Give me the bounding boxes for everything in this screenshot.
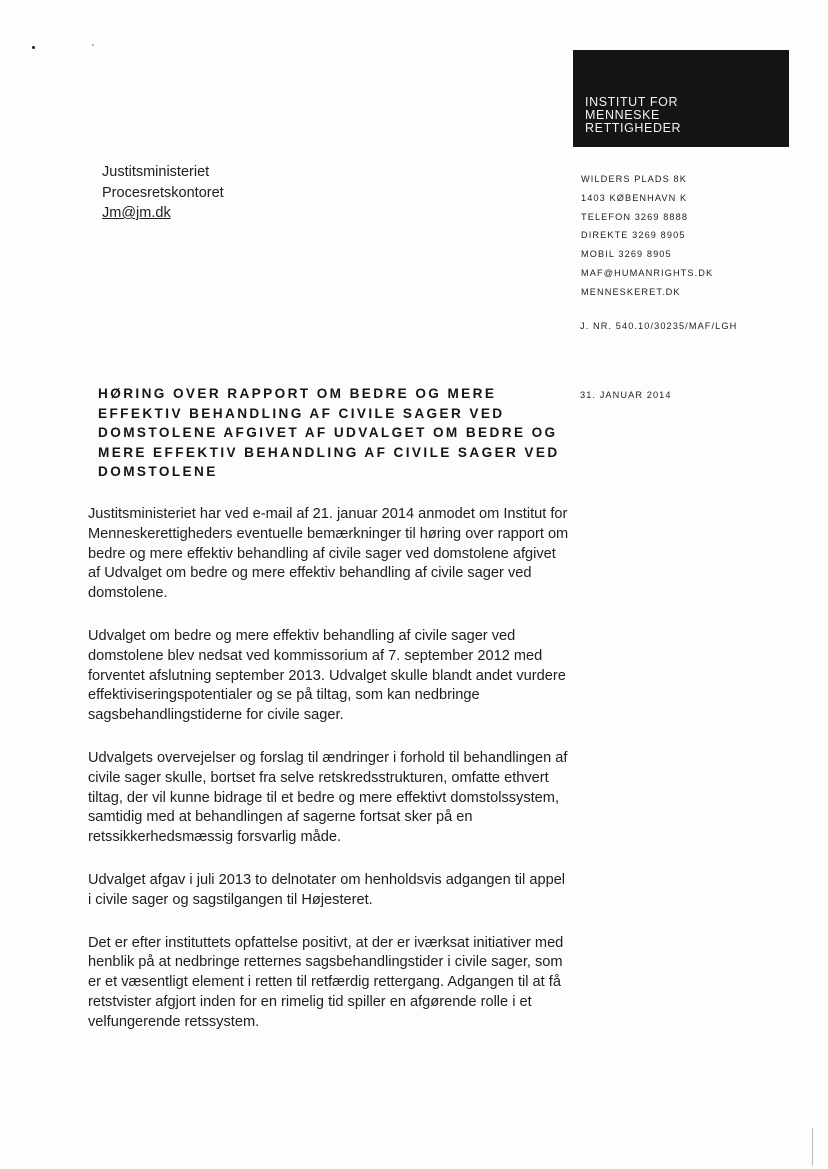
institute-logo [573,50,789,147]
logo-line: INSTITUT FOR [585,95,679,109]
logo-line: RETTIGHEDER [585,121,682,135]
journal-number: J. NR. 540.10/30235/MAF/LGH [580,321,738,331]
letter-body [88,505,570,1056]
body-paragraph: Justitsministeriet har ved e-mail af 21. januar 2014 anmodet om Institut for Menneskerettigheders eventuelle bemærkninger til høring over rapport om bedre og mere effektiv behandling af civile sager ved domstolene afgivet af Udvalget om bedre og mere effektiv behandling af civile sager ved domstolene. [88,506,569,602]
sender-mobile: MOBIL 3269 8905 [581,249,672,260]
sender-direct-phone: DIREKTE 3269 8905 [581,230,686,241]
scan-speck [92,44,94,46]
body-paragraph: Udvalget om bedre og mere effektiv behandling af civile sager ved domstolene blev nedsat ved kommissorium af 7. september 2012 med forventet afslutning september 2013. Udvalget skulle blandt andet vurdere effektiviseringspotentialer og se på tiltag, som kan nedbringe sagsbehandlingstiderne for civile sager. [88,627,566,724]
logo-line: MENNESKE [585,108,660,122]
recipient-address [102,162,224,224]
sender-address: WILDERS PLADS 8K [581,174,687,184]
body-paragraph: Udvalget afgav i juli 2013 to delnotater om henholdsvis adgangen til appel i civile sager og sagstilgangen til Højesteret. [88,871,566,908]
scan-speck [32,46,35,49]
sender-city: 1403 KØBENHAVN K [581,192,688,203]
sender-email: MAF@HUMANRIGHTS.DK [581,267,714,278]
body-paragraph: Det er efter instituttets opfattelse positivt, at der er iværksat initiativer med henblik på at nedbringe retternes sagsbehandlingstider i civile sager, som er et væsentligt element i retten til retfærdig rettergang. Adgangen til at få retstvister afgjort inden for en rimelig tid spiller en afgørende rolle i et velfungerende retssystem. [88,934,564,1030]
recipient-email-link[interactable]: Jm@jm.dk [102,205,171,221]
sender-phone: TELEFON 3269 8888 [581,211,689,222]
letter-date: 31. JANUAR 2014 [580,390,672,400]
scan-edge-line [812,1128,813,1166]
logo-text [585,96,681,135]
sender-contact-block [581,170,713,302]
letter-subject: HØRING OVER RAPPORT OM BEDRE OG MERE EFFEKTIV BEHANDLING AF CIVILE SAGER VED DOMSTOLENE AFGIVET AF UDVALGET OM BEDRE OG MERE EFFEKTIV BEHANDLING AF CIVILE SAGER VED DOMSTOLENE [98,386,560,480]
recipient-name: Justitsministeriet [102,164,210,180]
body-paragraph: Udvalgets overvejelser og forslag til ændringer i forhold til behandlingen af civile sager skulle, bortset fra selve retskredsstrukturen, omfatte ethvert tiltag, der vil kunne bidrage til et bedre og mere effektivt domstolssystem, samtidig med at behandlingen af sagerne fortsat sker på en retssikkerhedsmæssig forsvarlig måde. [88,749,568,846]
recipient-office: Procesretskontoret [102,184,224,201]
sender-website: MENNESKERET.DK [581,286,681,297]
